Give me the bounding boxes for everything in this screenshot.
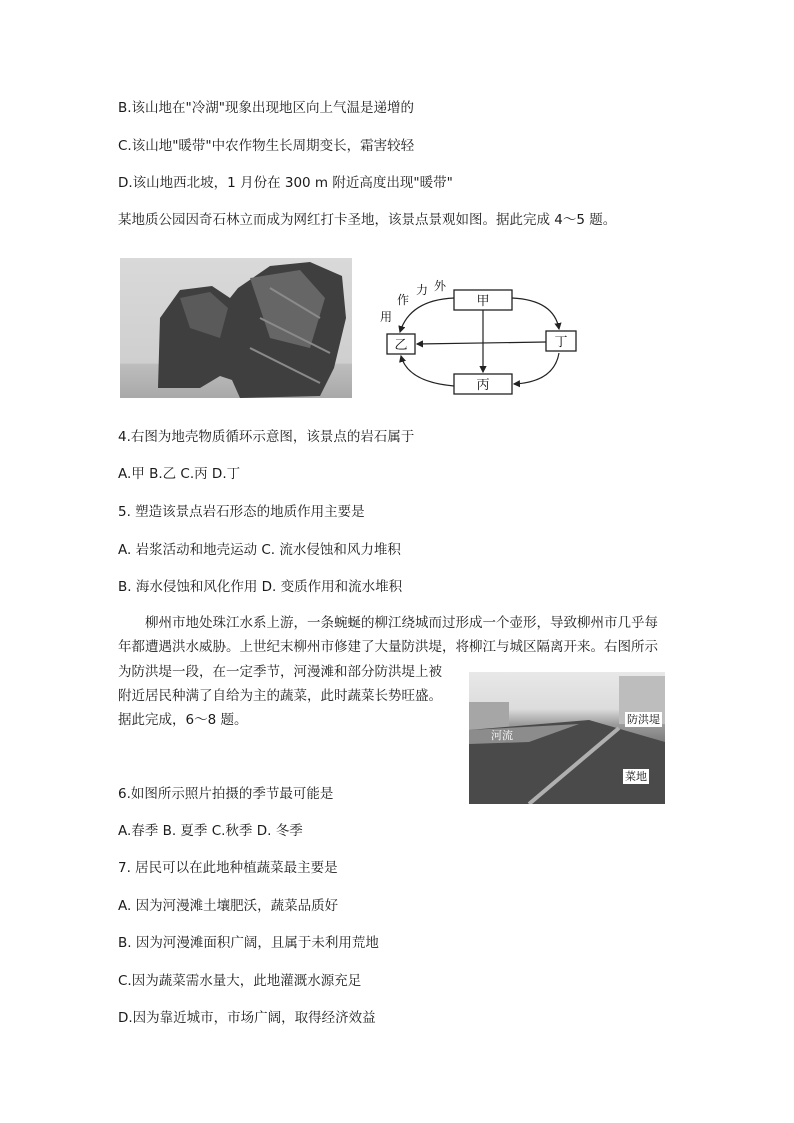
intro-4-5: 某地质公园因奇石林立而成为网红打卡圣地，该景点景观如图。据此完成 4～5 题。 (118, 212, 617, 228)
label-li: 力 (416, 283, 429, 297)
question-4-options: A.甲 B.乙 C.丙 D.丁 (118, 466, 241, 482)
question-4: 4.右图为地壳物质循环示意图，该景点的岩石属于 (118, 429, 415, 445)
rock-cycle-diagram (372, 278, 592, 398)
option-d: D.该山地西北坡，1 月份在 300 m 附近高度出现"暖带" (118, 175, 453, 191)
paragraph-line-4: 附近居民种满了自给为主的蔬菜，此时蔬菜长势旺盛。 (118, 688, 442, 704)
paragraph-line-1: 柳州市地处珠江水系上游，一条蜿蜒的柳江绕城而过形成一个壶形，导致柳州市几乎每 (145, 615, 658, 631)
river-label: 河流 (491, 729, 513, 742)
question-7-option-b: B. 因为河漫滩面积广阔，且属于未利用荒地 (118, 935, 379, 951)
question-7-option-d: D.因为靠近城市，市场广阔，取得经济效益 (118, 1010, 376, 1026)
question-7-option-a: A. 因为河漫滩土壤肥沃，蔬菜品质好 (118, 898, 339, 914)
question-5-options-ac: A. 岩浆活动和地壳运动 C. 流水侵蚀和风力堆积 (118, 542, 401, 558)
question-5: 5. 塑造该景点岩石形态的地质作用主要是 (118, 504, 365, 520)
box-yi: 乙 (394, 338, 408, 353)
box-jia: 甲 (476, 294, 490, 309)
label-yong: 用 (380, 310, 393, 324)
levee-photo (469, 672, 665, 804)
paragraph-line-3: 为防洪堤一段，在一定季节，河漫滩和部分防洪堤上被 (118, 664, 442, 680)
levee-label: 防洪堤 (627, 713, 660, 726)
paragraph-line-2: 年都遭遇洪水威胁。上世纪末柳州市修建了大量防洪堤，将柳江与城区隔离开来。右图所示 (118, 639, 658, 655)
question-7-option-c: C.因为蔬菜需水量大，此地灌溉水源充足 (118, 973, 362, 989)
label-wai: 外 (434, 279, 447, 293)
vegetable-label: 菜地 (625, 770, 647, 783)
question-6: 6.如图所示照片拍摄的季节最可能是 (118, 786, 334, 802)
box-ding: 丁 (554, 335, 568, 350)
label-zuo: 作 (397, 293, 410, 307)
question-7: 7. 居民可以在此地种植蔬菜最主要是 (118, 860, 338, 876)
paragraph-line-5: 据此完成，6～8 题。 (118, 712, 248, 728)
box-bing: 丙 (476, 378, 490, 393)
question-5-options-bd: B. 海水侵蚀和风化作用 D. 变质作用和流水堆积 (118, 579, 403, 595)
question-6-options: A.春季 B. 夏季 C.秋季 D. 冬季 (118, 823, 303, 839)
rock-photo (120, 258, 352, 398)
option-c: C.该山地"暖带"中农作物生长周期变长，霜害较轻 (118, 138, 415, 154)
option-b: B.该山地在"冷湖"现象出现地区向上气温是递增的 (118, 100, 414, 116)
